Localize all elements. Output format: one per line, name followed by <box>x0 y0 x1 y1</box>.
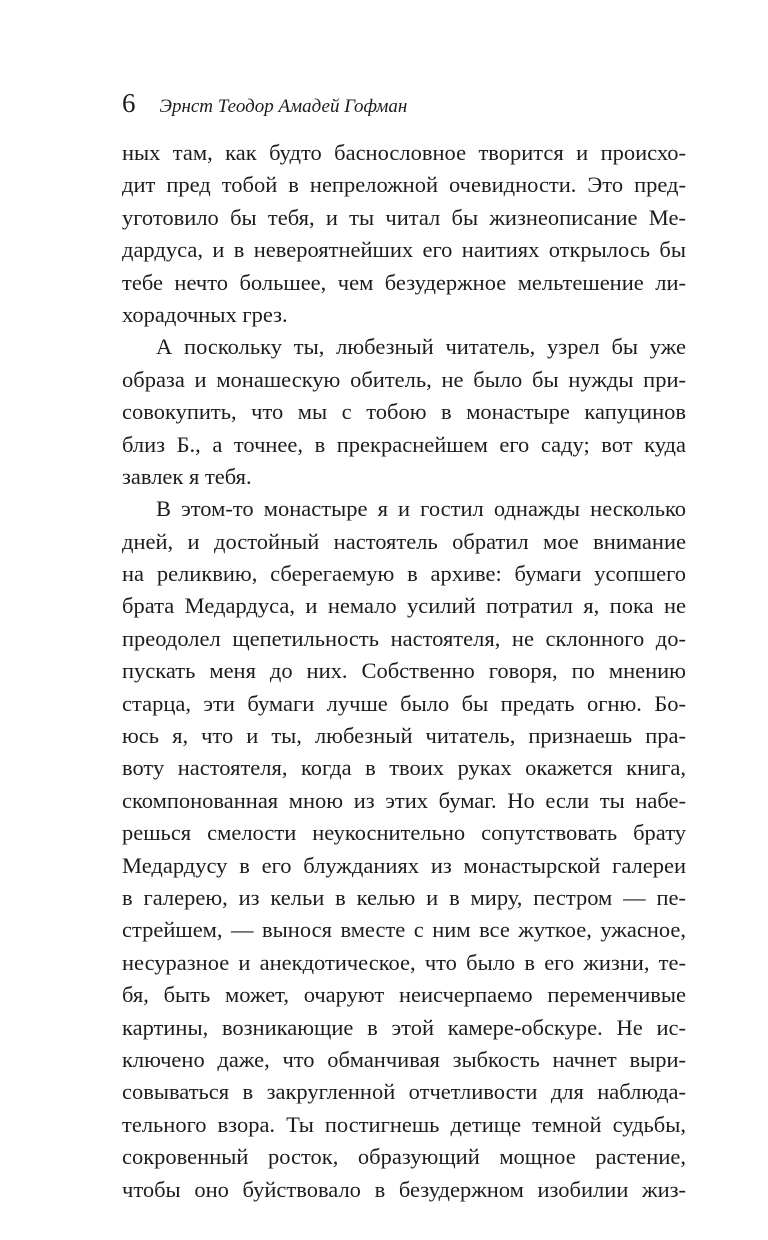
text-line: тельного взора. Ты постигнешь детище темной судьбы, <box>122 1111 686 1137</box>
text-line: совокупить, что мы с тобою в монастыре капуцинов <box>122 399 686 425</box>
text-line: старца, эти бумаги лучше было бы предать огню. Бо- <box>122 690 686 716</box>
text-line: чтобы оно буйствовало в безудержном изобилии жиз- <box>122 1176 686 1202</box>
text-line: А поскольку ты, любезный читатель, узрел бы уже <box>156 334 686 360</box>
text-line: юсь я, что и ты, любезный читатель, признаешь пра- <box>122 723 686 749</box>
body-text <box>122 137 686 1206</box>
text-line: преодолел щепетильность настоятеля, не склонного до- <box>122 625 686 651</box>
page-number: 6 <box>122 88 136 118</box>
text-line: на реликвию, сберегаемую в архиве: бумаги усопшего <box>122 561 686 587</box>
text-line: несуразное и анекдотическое, что было в его жизни, те- <box>122 949 686 975</box>
text-line: завлек я тебя. <box>122 463 252 489</box>
text-line: Медардусу в его блужданиях из монастырской галереи <box>122 852 686 878</box>
text-line: брата Медардуса, и немало усилий потратил я, пока не <box>122 593 686 619</box>
text-line: дардуса, и в невероятнейших его наитиях открылось бы <box>122 237 686 263</box>
text-line: близ Б., а точнее, в прекраснейшем его саду; вот куда <box>122 431 686 457</box>
text-line: хорадочных грез. <box>122 301 288 327</box>
text-line: дней, и достойный настоятель обратил мое внимание <box>122 528 686 554</box>
text-line: сокровенный росток, образующий мощное растение, <box>122 1144 686 1170</box>
text-line: стрейшем, — вынося вместе с ним все жуткое, ужасное, <box>122 917 686 943</box>
text-line: воту настоятеля, когда в твоих руках окажется книга, <box>122 755 686 781</box>
running-title: Эрнст Теодор Амадей Гофман <box>159 96 408 117</box>
text-line: уготовило бы тебя, и ты читал бы жизнеописание Ме- <box>122 204 686 230</box>
text-line: ных там, как будто баснословное творится и происхо- <box>122 140 686 165</box>
text-line: пускать меня до них. Собственно говоря, по мнению <box>122 658 686 684</box>
text-line: скомпонованная мною из этих бумаг. Но если ты набе- <box>122 787 686 813</box>
text-line: В этом-то монастыре я и гостил однажды несколько <box>156 496 686 522</box>
text-line: картины, возникающие в этой камере-обскуре. Не ис- <box>122 1014 686 1040</box>
text-line: совываться в закругленной отчетливости для наблюда- <box>122 1079 686 1105</box>
text-line: бя, быть может, очаруют неисчерпаемо переменчивые <box>122 982 686 1008</box>
text-line: решься смелости неукоснительно сопутствовать брату <box>122 820 686 846</box>
text-line: тебе нечто большее, чем безудержное мельтешение ли- <box>122 269 686 295</box>
text-line: дит пред тобой в непреложной очевидности. Это пред- <box>122 172 686 198</box>
page-header <box>122 88 407 119</box>
text-line: в галерею, из кельи в келью и в миру, пестром — пе- <box>122 884 686 910</box>
text-line: ключено даже, что обманчивая зыбкость начнет выри- <box>122 1046 686 1072</box>
text-line: образа и монашескую обитель, не было бы нужды при- <box>122 366 686 392</box>
